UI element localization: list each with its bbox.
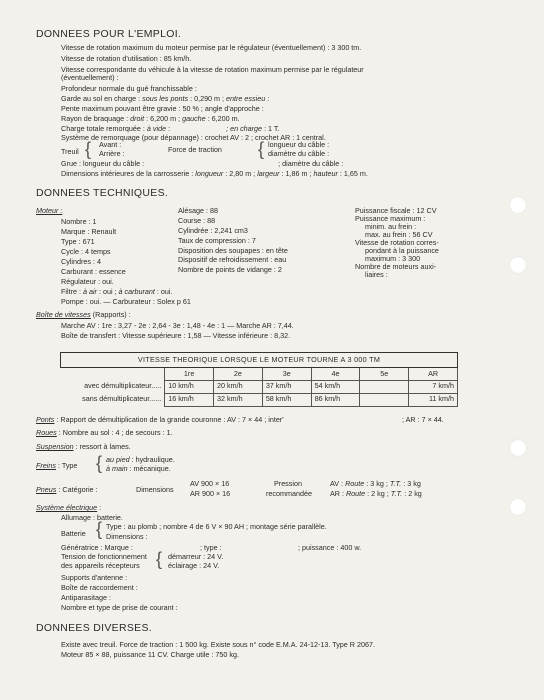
binder-hole-3 — [509, 439, 527, 457]
table-cell: 20 km/h — [214, 380, 263, 393]
section-title-diverses: DONNEES DIVERSES. — [36, 622, 152, 634]
moteur-nombre: Nombre : 1 — [61, 217, 97, 226]
table-header-3: 3e — [262, 368, 311, 381]
pneus-dimensions: Dimensions — [136, 485, 174, 494]
elec-antenne: Supports d'antenne : — [61, 573, 128, 582]
vitesse-rotation-3: maximum : 3 300 — [365, 254, 421, 263]
vitesse-theorique-table — [60, 352, 458, 407]
vitesse-rotation-1: Vitesse de rotation corres- — [355, 238, 439, 247]
elec-batterie-dimensions: Dimensions : — [106, 532, 148, 541]
moteur-marque: Marque : Renault — [61, 227, 117, 236]
elec-generatrice-puissance: ; puissance : 400 w. — [298, 543, 362, 552]
moteur-alesage: Alésage : 88 — [178, 206, 218, 215]
moteurs-auxiliaires-2: liaires : — [365, 270, 388, 279]
moteurs-auxiliaires-1: Nombre de moteurs auxi- — [355, 262, 437, 271]
puissance-max-frein: max. au frein : 56 CV — [365, 230, 433, 239]
elec-batterie-type: Type : au plomb ; nombre 4 de 6 V × 90 AH ; montage série parallèle. — [106, 522, 327, 531]
boite-marche: Marche AV : 1re : 3,27 - 2e : 2,64 - 3e : 1,48 - 4e : 1 — Marche AR : 7,44. — [61, 321, 294, 330]
table-cell: 11 km/h — [409, 393, 458, 406]
table-cell: 58 km/h — [262, 393, 311, 406]
table-cell — [360, 393, 409, 406]
moteur-cylindres: Cylindres : 4 — [61, 257, 101, 266]
freins-brace: { — [96, 453, 103, 473]
table-cell: 32 km/h — [214, 393, 263, 406]
pneus-av-pression: AV : Route : 3 kg ; T.T. : 3 kg — [330, 479, 421, 488]
pneus-av: AV 900 × 16 — [190, 479, 230, 488]
moteur-refroidissement: Dispositif de refroidissement : eau — [178, 255, 287, 264]
elec-eclairage: éclairage : 24 V. — [168, 561, 220, 570]
table-cell: 16 km/h — [165, 393, 214, 406]
section-title-techniques: DONNEES TECHNIQUES. — [36, 187, 169, 199]
emploi-line-5: Garde au sol en charge : sous les ponts : 0,290 m ; entre essieu : — [61, 94, 270, 103]
treuil-brace: { — [85, 139, 92, 159]
puissance-min-frein: minim. au frein : — [365, 222, 417, 231]
pneus-recommandee: recommandée — [266, 489, 312, 498]
emploi-line-4: Profondeur normale du gué franchissable : — [61, 84, 197, 93]
moteur-vidange: Nombre de points de vidange : 2 — [178, 265, 282, 274]
elec-batterie-label: Batterie — [61, 529, 86, 538]
moteur-type: Type : 671 — [61, 237, 95, 246]
emploi-line-2: Vitesse de rotation d'utilisation : 85 km/h. — [61, 54, 192, 63]
puissance-fiscale: Puissance fiscale : 12 CV — [355, 206, 437, 215]
ponts-line: Ponts : Rapport de démultiplication de la grande couronne : AV : 7 × 44 ; inter' — [36, 415, 284, 424]
treuil-arriere: Arrière : — [99, 149, 125, 158]
emploi-line-3b: (éventuellement) : — [61, 73, 119, 82]
moteur-carburant: Carburant : essence — [61, 267, 126, 276]
boite-vitesses-label: Boîte de vitesses (Rapports) : — [36, 310, 131, 319]
pneus-ar-pression: AR : Route : 2 kg ; T.T. : 2 kg — [330, 489, 422, 498]
ponts-ar: ; AR : 7 × 44. — [402, 415, 444, 424]
treuil-diametre-cable: diamètre du câble : — [268, 149, 330, 158]
moteur-pompe: Pompe : oui. — Carburateur : Solex p 61 — [61, 297, 191, 306]
moteur-regulateur: Régulateur : oui. — [61, 277, 114, 286]
elec-generatrice-marque: Génératrice : Marque : — [61, 543, 133, 552]
moteur-filtre: Filtre : à air : oui ; à carburant : oui. — [61, 287, 173, 296]
elec-allumage: Allumage : batterie. — [61, 513, 123, 522]
diverses-line-2: Moteur 85 × 88, puissance 11 CV. Charge utile : 750 kg. — [61, 650, 240, 659]
emploi-line-6: Pente maximum pouvant être gravie : 50 % ; angle d'approche : — [61, 104, 264, 113]
table-header-1: 1re — [165, 368, 214, 381]
table-header-4: 4e — [311, 368, 360, 381]
binder-hole-1 — [509, 196, 527, 214]
freins-main: à main : mécanique. — [106, 464, 171, 473]
table-row — [61, 393, 458, 406]
roues-line: Roues : Nombre au sol : 4 ; de secours : 1. — [36, 428, 173, 437]
binder-hole-4 — [509, 498, 527, 516]
pneus-pression: Pression — [274, 479, 302, 488]
diverses-line-1: Existe avec treuil. Force de traction : 1 500 kg. Existe sous n° code E.M.A. 24-12-13. Type R 2067. — [61, 640, 375, 649]
puissance-maximum: Puissance maximum : — [355, 214, 426, 223]
electrique-label: Système électrique : — [36, 503, 102, 512]
emploi-line-9: Système de remorquage (pour dépannage) : crochet AV : 2 ; crochet AR : 1 central. — [61, 133, 326, 142]
pneus-ar: AR 900 × 16 — [190, 489, 231, 498]
table-cell: 86 km/h — [311, 393, 360, 406]
suspension-line: Suspension : ressort à lames. — [36, 442, 131, 451]
table-cell: 37 km/h — [262, 380, 311, 393]
freins-pied: au pied : hydraulique. — [106, 455, 175, 464]
grue-line: Grue : longueur du câble : ; diamètre du câble : — [61, 159, 344, 168]
emploi-line-7: Rayon de braquage : droit : 6,200 m ; gauche : 6,200 m. — [61, 114, 240, 123]
moteur-label: Moteur : — [36, 206, 63, 215]
table-header-5: 5e — [360, 368, 409, 381]
freins-line: Freins : Type — [36, 461, 78, 470]
row-label-sans: sans démultiplicateur...... — [61, 393, 165, 406]
treuil-avant: Avant : — [99, 140, 122, 149]
treuil-longueur-cable: longueur du câble : — [268, 140, 330, 149]
moteur-cycle: Cycle : 4 temps — [61, 247, 111, 256]
treuil-force: Force de traction — [168, 145, 222, 154]
elec-prise: Nombre et type de prise de courant : — [61, 603, 178, 612]
batterie-brace: { — [96, 519, 103, 539]
elec-raccordement: Boîte de raccordement : — [61, 583, 138, 592]
elec-demarreur: démarreur : 24 V. — [168, 552, 224, 561]
moteur-soupapes: Disposition des soupapes : en tête — [178, 246, 288, 255]
treuil-label: Treuil — [61, 147, 79, 156]
table-header-2: 2e — [214, 368, 263, 381]
elec-tension-2: des appareils récepteurs — [61, 561, 140, 570]
table-cell — [360, 380, 409, 393]
table-cell: 54 km/h — [311, 380, 360, 393]
moteur-compression: Taux de compression : 7 — [178, 236, 256, 245]
elec-antiparasitage: Antiparasitage : — [61, 593, 111, 602]
vitesse-rotation-2: pondant à la puissance — [365, 246, 439, 255]
boite-transfert: Boîte de transfert : Vitesse supérieure : 1,58 — Vitesse inférieure : 8,32. — [61, 331, 291, 340]
tension-brace: { — [156, 549, 163, 569]
section-title-emploi: DONNEES POUR L'EMPLOI. — [36, 28, 182, 40]
table-corner — [61, 368, 165, 381]
dimensions-line: Dimensions intérieures de la carrosserie : longueur : 2,80 m ; largeur : 1,86 m ; hauteur : 1,65 m. — [61, 169, 368, 178]
table-row — [61, 380, 458, 393]
table-cell: 7 km/h — [409, 380, 458, 393]
cable-brace: { — [258, 139, 265, 159]
table-header-ar: AR — [409, 368, 458, 381]
moteur-course: Course : 88 — [178, 216, 216, 225]
pneus-line: Pneus : Catégorie : — [36, 485, 98, 494]
table-cell: 10 km/h — [165, 380, 214, 393]
elec-tension-1: Tension de fonctionnement — [61, 552, 147, 561]
moteur-cylindree: Cylindrée : 2,241 cm3 — [178, 226, 248, 235]
emploi-line-1: Vitesse de rotation maximum du moteur permise par le régulateur (éventuellement) : 3 300 tm. — [61, 43, 362, 52]
emploi-line-8: Charge totale remorquée : à vide : ; en charge : 1 T. — [61, 124, 280, 133]
emploi-line-3a: Vitesse correspondante du véhicule à la vitesse de rotation maximum permise par le régulateur — [61, 65, 364, 74]
row-label-avec: avec démultiplicateur..... — [61, 380, 165, 393]
table-title: VITESSE THEORIQUE LORSQUE LE MOTEUR TOURNE A 3 000 TM — [61, 353, 458, 368]
binder-hole-2 — [509, 256, 527, 274]
elec-generatrice-type: ; type : — [200, 543, 222, 552]
